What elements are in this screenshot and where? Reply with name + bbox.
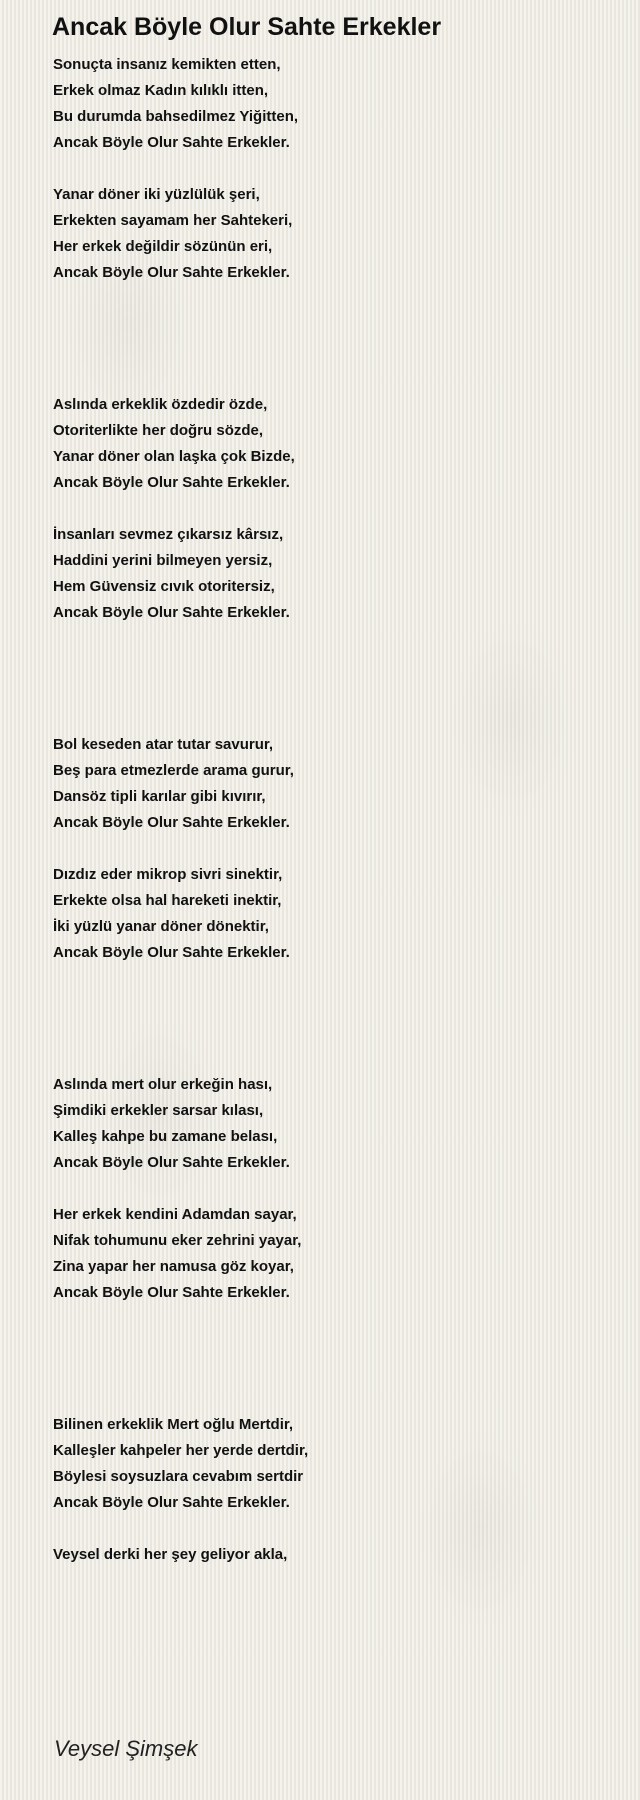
poem-line: Aslında mert olur erkeğin hası, [53,1076,273,1093]
stanza [53,52,613,156]
poem-line: İki yüzlü yanar döner dönektir, [53,918,269,935]
poem-line: Ancak Böyle Olur Sahte Erkekler. [53,1284,290,1301]
poem-line: Böylesi soysuzlara cevabım sertdir [53,1468,304,1485]
poem-line: Ancak Böyle Olur Sahte Erkekler. [53,944,290,961]
poem-body [53,52,613,1594]
poem-line: Ancak Böyle Olur Sahte Erkekler. [53,814,290,831]
poem-line: Ancak Böyle Olur Sahte Erkekler. [53,264,290,281]
poem-line: Erkek olmaz Kadın kılıklı itten, [53,82,269,99]
stanza [53,862,613,966]
poem-line: Yanar döner olan laşka çok Bizde, [53,448,295,465]
poem-line: Bol keseden atar tutar savurur, [53,736,274,753]
poem-line: Ancak Böyle Olur Sahte Erkekler. [53,134,290,151]
poem-line: Beş para etmezlerde arama gurur, [53,762,294,779]
poem-line: Hem Güvensiz cıvık otoritersiz, [53,578,275,595]
poem-line: Ancak Böyle Olur Sahte Erkekler. [53,604,290,621]
poem-line: Bilinen erkeklik Mert oğlu Mertdir, [53,1416,294,1433]
poem-line: İnsanları sevmez çıkarsız kârsız, [53,526,284,543]
stanza [53,182,613,286]
poem-line: Erkekte olsa hal hareketi inektir, [53,892,282,909]
poem-line: Veysel derki her şey geliyor akla, [53,1546,288,1563]
poem-line: Erkekten sayamam her Sahtekeri, [53,212,293,229]
poem-line: Şimdiki erkekler sarsar kılası, [53,1102,264,1119]
poem-line: Kalleş kahpe bu zamane belası, [53,1128,278,1145]
poem-line: Zina yapar her namusa göz koyar, [53,1258,294,1275]
poem-line: Dızdız eder mikrop sivri sinektir, [53,866,283,883]
author-name: Veysel Şimşek [54,1736,198,1761]
poem-line: Sonuçta insanız kemikten etten, [53,56,281,73]
poem-line: Ancak Böyle Olur Sahte Erkekler. [53,1494,290,1511]
poem-line: Kalleşler kahpeler her yerde dertdir, [53,1442,309,1459]
poem-line: Her erkek değildir sözünün eri, [53,238,273,255]
stanza [53,1542,613,1568]
poem-line: Aslında erkeklik özdedir özde, [53,396,268,413]
poem-line: Her erkek kendini Adamdan sayar, [53,1206,297,1223]
poem-line: Nifak tohumunu eker zehrini yayar, [53,1232,302,1249]
stanza [53,1072,613,1176]
poem-line: Otoriterlikte her doğru sözde, [53,422,264,439]
stanza [53,732,613,836]
poem-line: Ancak Böyle Olur Sahte Erkekler. [53,474,290,491]
poem-title: Ancak Böyle Olur Sahte Erkekler [52,13,442,41]
poem-line: Ancak Böyle Olur Sahte Erkekler. [53,1154,290,1171]
stanza [53,1412,613,1516]
stanza [53,392,613,496]
poem-line: Dansöz tipli karılar gibi kıvırır, [53,788,266,805]
stanza [53,1202,613,1306]
poem-line: Haddini yerini bilmeyen yersiz, [53,552,273,569]
poem-line: Bu durumda bahsedilmez Yiğitten, [53,108,299,125]
poem-line: Yanar döner iki yüzlülük şeri, [53,186,260,203]
stanza [53,522,613,626]
